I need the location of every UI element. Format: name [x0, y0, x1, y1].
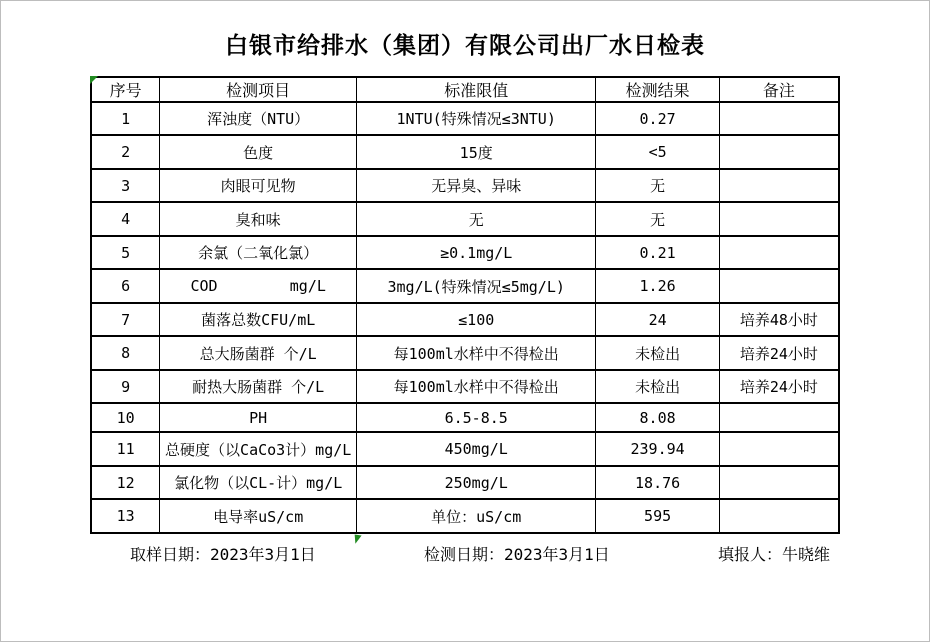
cell-no: 9 — [91, 370, 160, 403]
cell-no: 5 — [91, 236, 160, 269]
cell-standard: 每100ml水样中不得检出 — [357, 336, 596, 369]
cell-result: 18.76 — [596, 466, 719, 499]
cell-item: 余氯（二氧化氯） — [160, 236, 357, 269]
cell-standard: ≤100 — [357, 303, 596, 336]
table-row — [91, 403, 839, 432]
cell-standard: 6.5-8.5 — [357, 403, 596, 432]
cell-result: 595 — [596, 499, 719, 533]
reporter-text: 填报人：牛晓维 — [717, 545, 830, 564]
cell-item: 电导率uS/cm — [160, 499, 357, 533]
table-row — [91, 303, 839, 336]
cell-no: 12 — [91, 466, 160, 499]
cell-result: 0.21 — [596, 236, 719, 269]
cell-remark: 培养24小时 — [719, 336, 839, 369]
table-row — [91, 336, 839, 369]
cell-result: 8.08 — [596, 403, 719, 432]
cell-no: 10 — [91, 403, 160, 432]
cell-remark: 培养24小时 — [719, 370, 839, 403]
cell-result: 0.27 — [596, 102, 719, 135]
cell-item: 氯化物（以CL-计）mg/L — [160, 466, 357, 499]
cell-item: 浑浊度（NTU） — [160, 102, 357, 135]
test-date-text: 检测日期：2023年3月1日 — [423, 545, 610, 564]
table-header-row — [91, 77, 839, 102]
cell-remark — [719, 135, 839, 168]
cell-item: 耐热大肠菌群 个/L — [160, 370, 357, 403]
cell-standard: 250mg/L — [357, 466, 596, 499]
header-item: 检测项目 — [160, 77, 357, 102]
cell-remark — [719, 202, 839, 235]
cell-result: 1.26 — [596, 269, 719, 302]
cell-item: 菌落总数CFU/mL — [160, 303, 357, 336]
green-corner-marker-icon — [90, 76, 98, 84]
table-row — [91, 370, 839, 403]
cell-remark — [719, 102, 839, 135]
table-row — [91, 466, 839, 499]
header-no: 序号 — [91, 77, 160, 102]
cell-standard: ≥0.1mg/L — [357, 236, 596, 269]
cell-no: 6 — [91, 269, 160, 302]
cell-result: 未检出 — [596, 370, 719, 403]
cell-standard: 15度 — [357, 135, 596, 168]
cell-no: 7 — [91, 303, 160, 336]
cell-item: 臭和味 — [160, 202, 357, 235]
cell-remark — [719, 269, 839, 302]
cell-result: 239.94 — [596, 432, 719, 465]
table-row — [91, 499, 839, 533]
table-row — [91, 169, 839, 202]
cell-result: <5 — [596, 135, 719, 168]
cell-result: 24 — [596, 303, 719, 336]
cell-remark — [719, 466, 839, 499]
cell-standard: 1NTU(特殊情况≤3NTU) — [357, 102, 596, 135]
cell-no: 4 — [91, 202, 160, 235]
page-title: 白银市给排水（集团）有限公司出厂水日检表 — [225, 33, 705, 59]
cell-no: 2 — [91, 135, 160, 168]
cell-remark — [719, 169, 839, 202]
cell-no: 11 — [91, 432, 160, 465]
cell-no: 8 — [91, 336, 160, 369]
cell-no: 1 — [91, 102, 160, 135]
table-row — [91, 102, 839, 135]
sample-date-text: 取样日期：2023年3月1日 — [130, 545, 316, 564]
cell-item: 肉眼可见物 — [160, 169, 357, 202]
report-footer — [90, 544, 840, 566]
cell-standard: 单位：uS/cm — [357, 499, 596, 533]
header-standard: 标准限值 — [357, 77, 596, 102]
cell-item: COD mg/L — [160, 269, 357, 302]
report-table-wrapper — [90, 76, 840, 534]
cell-remark — [719, 432, 839, 465]
cell-item: 色度 — [160, 135, 357, 168]
header-remark: 备注 — [719, 77, 839, 102]
cell-item: 总大肠菌群 个/L — [160, 336, 357, 369]
table-row — [91, 135, 839, 168]
header-result: 检测结果 — [596, 77, 719, 102]
cell-result: 无 — [596, 202, 719, 235]
table-row — [91, 269, 839, 302]
cell-result: 未检出 — [596, 336, 719, 369]
cell-standard: 无 — [357, 202, 596, 235]
cell-remark: 培养48小时 — [719, 303, 839, 336]
daily-inspection-table — [90, 76, 840, 534]
cell-no: 13 — [91, 499, 160, 533]
table-row — [91, 432, 839, 465]
cell-standard: 无异臭、异味 — [357, 169, 596, 202]
cell-result: 无 — [596, 169, 719, 202]
cell-remark — [719, 499, 839, 533]
green-flag-marker-icon — [353, 535, 361, 545]
cell-item: 总硬度（以CaCo3计）mg/L — [160, 432, 357, 465]
table-row — [91, 236, 839, 269]
cell-standard: 450mg/L — [357, 432, 596, 465]
cell-item: PH — [160, 403, 357, 432]
cell-standard: 每100ml水样中不得检出 — [357, 370, 596, 403]
cell-remark — [719, 236, 839, 269]
cell-no: 3 — [91, 169, 160, 202]
cell-standard: 3mg/L(特殊情况≤5mg/L) — [357, 269, 596, 302]
table-row — [91, 202, 839, 235]
cell-remark — [719, 403, 839, 432]
